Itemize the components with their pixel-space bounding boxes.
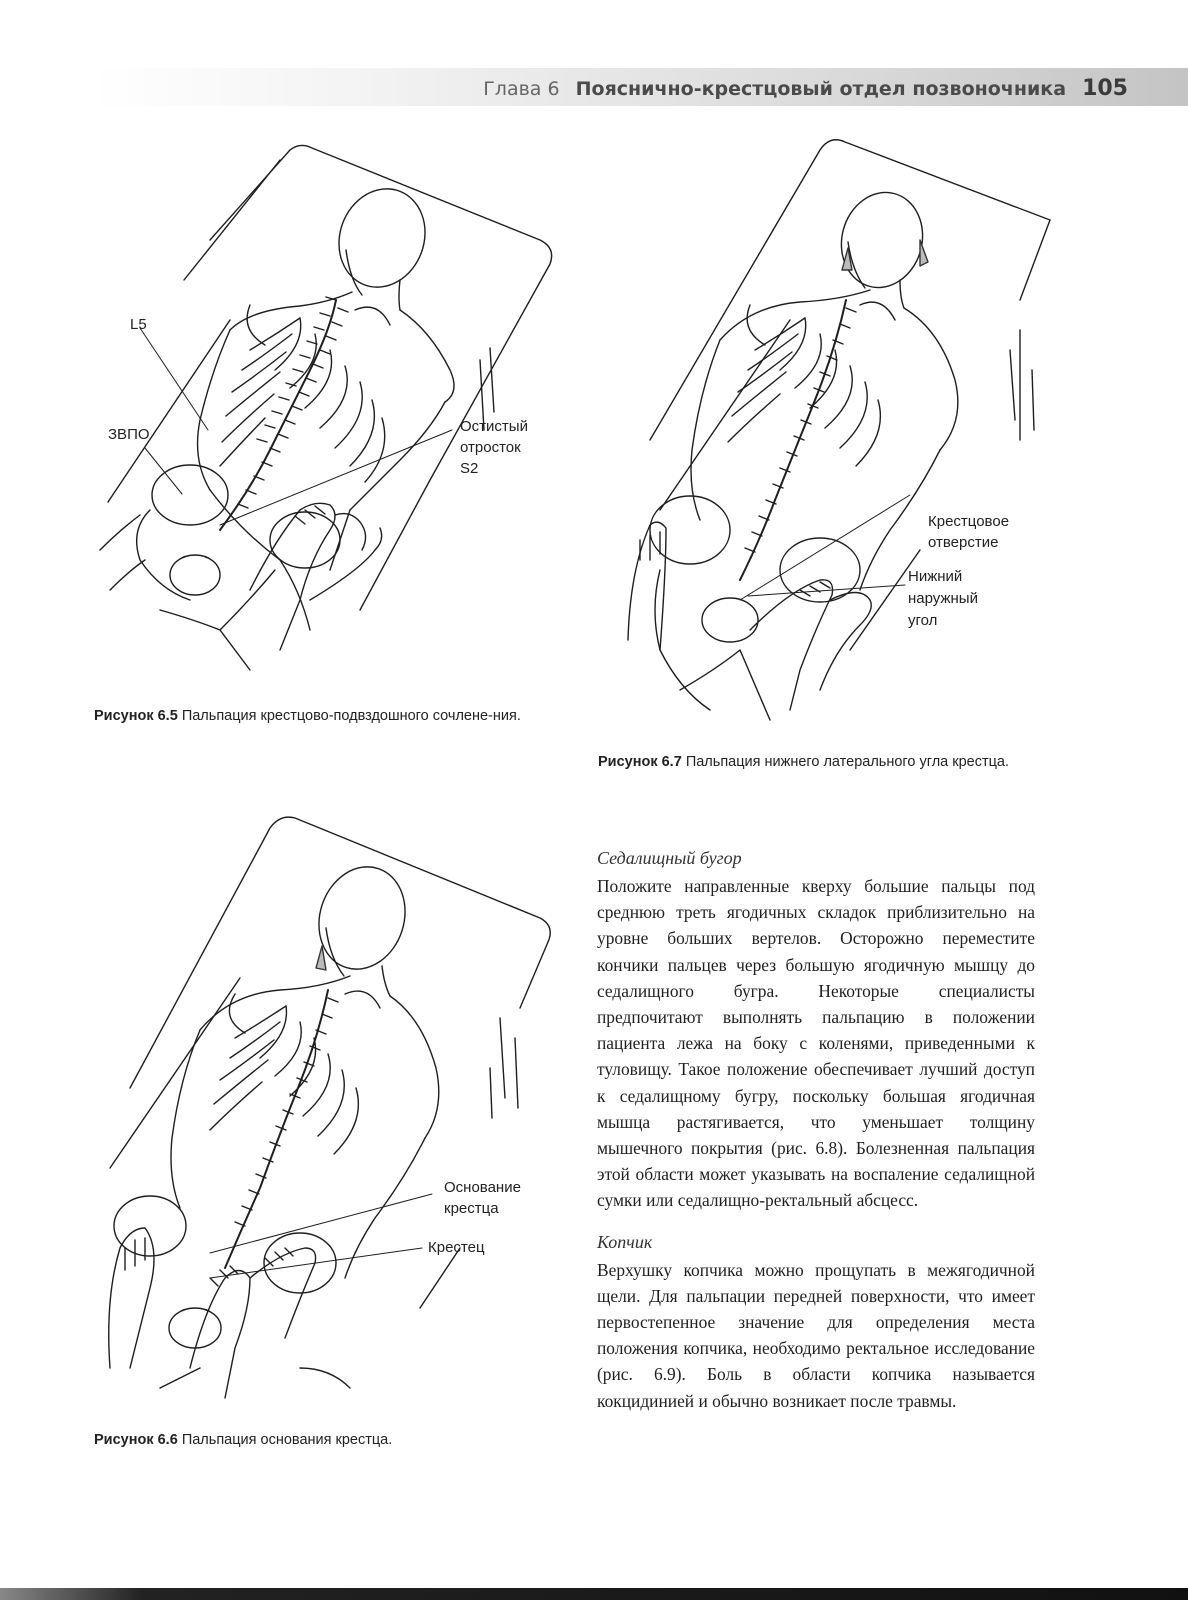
figure-6-7 [620, 130, 1060, 730]
label-angle-3: угол [908, 612, 938, 629]
figure-6-6 [100, 808, 560, 1418]
caption-text: Пальпация крестцово-подвздошного сочлене-ния. [181, 708, 521, 724]
figure-6-5 [100, 130, 570, 680]
chapter-label: Глава 6 [483, 78, 560, 100]
label-spinous-1: Остистый [460, 418, 528, 435]
label-zvpo: ЗВПО [108, 426, 150, 443]
label-angle-1: Нижний [908, 568, 963, 585]
section-title: Копчик [597, 1231, 653, 1252]
running-header [483, 76, 1128, 101]
label-foramen-1: Крестцовое [928, 513, 1010, 530]
body-text-column [597, 846, 1035, 1414]
section-coccyx [597, 1230, 1035, 1414]
caption-fig-6-7 [598, 752, 1036, 772]
section-paragraph: Верхушку копчика можно прощупать в межягодичной щели. Для пальпации передней поверхности, что имеет первостепенное значение для определения места положения копчика, необходимо ректальное исследование (рис. 6.9). Боль в области копчика называется кокцидинией и обычно возникает после травмы. [597, 1259, 1035, 1411]
label-spinous-2: отросток [460, 439, 521, 456]
figure-6-7-illustration [620, 130, 1060, 730]
caption-number: Рисунок 6.5 [94, 708, 178, 724]
label-base-1: Основание [444, 1179, 521, 1196]
caption-text: Пальпация основания крестца. [181, 1432, 393, 1448]
chapter-title: Пояснично-крестцовый отдел позвоночника [575, 78, 1067, 100]
label-spinous-3: S2 [460, 460, 479, 477]
label-foramen-2: отверстие [928, 534, 999, 551]
caption-number: Рисунок 6.7 [598, 754, 682, 770]
caption-number: Рисунок 6.6 [94, 1432, 178, 1448]
page-bottom-edge [0, 1588, 1188, 1600]
figure-6-6-illustration [100, 808, 560, 1418]
label-angle-2: наружный [908, 590, 978, 607]
section-ischial-tuberosity [597, 846, 1035, 1214]
section-title: Седалищный бугор [597, 848, 742, 868]
label-l5: L5 [130, 316, 147, 333]
figure-6-5-illustration [100, 130, 570, 680]
caption-fig-6-6 [94, 1430, 574, 1450]
label-sacrum: Крестец [428, 1239, 485, 1256]
caption-text: Пальпация нижнего латерального угла крестца. [685, 754, 1010, 770]
caption-fig-6-5 [94, 706, 584, 726]
section-paragraph: Положите направленные кверху большие пальцы под среднюю треть ягодичных складок приблизительно на уровне больших вертелов. Осторожно переместите кончики пальцев через большую ягодичную мышцу до седалищного бугра. Некоторые специалисты предпочитают выполнять пальпацию в положении пациента лежа на боку с коленями, приведенными к туловищу. Такое положение обеспечивает лучший доступ к седалищному бугру, поскольку большая ягодичная мышца растягивается, что уменьшает толщину мышечного покрытия (рис. 6.8). Болезненная пальпация этой области может указывать на воспаление седалищной сумки или седалищно-ректальный абсцесс. [597, 876, 1035, 1211]
label-base-2: крестца [444, 1200, 499, 1217]
page-number: 105 [1082, 76, 1128, 101]
